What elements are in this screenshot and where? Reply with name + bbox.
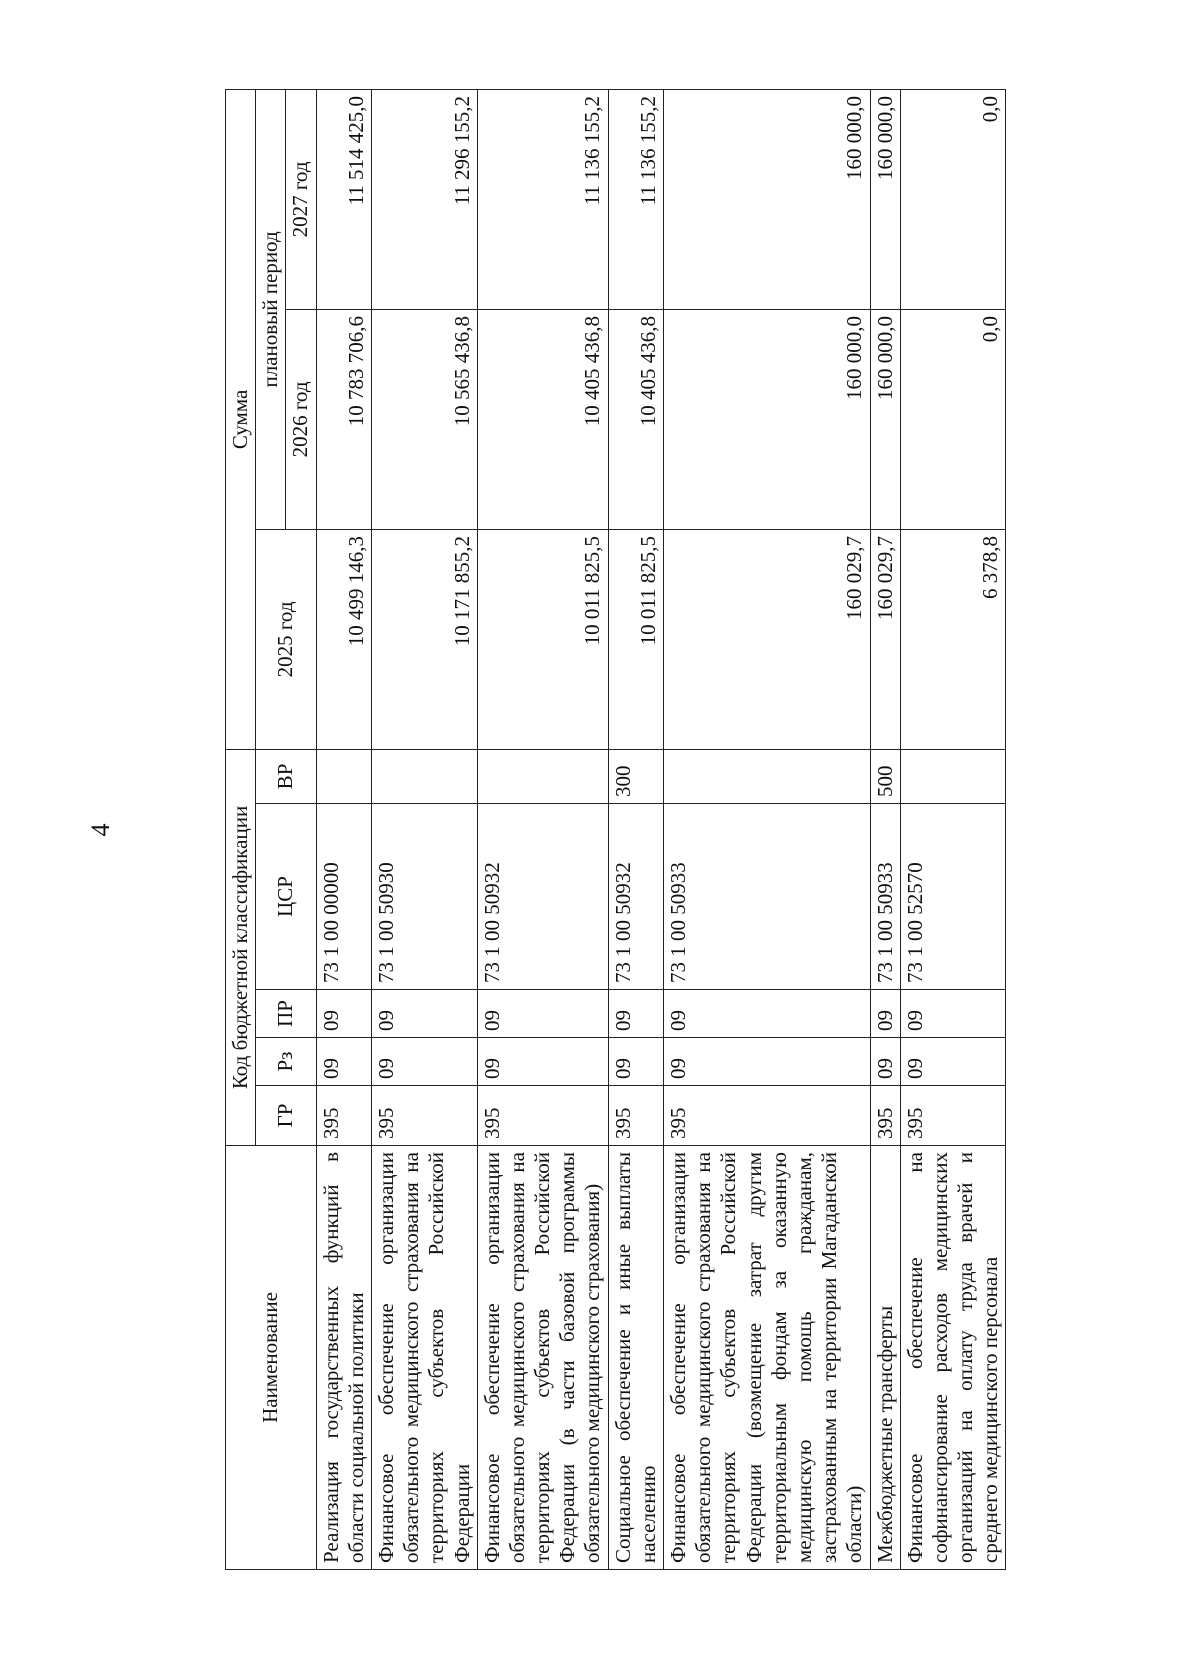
row-2027: 11 514 425,0 xyxy=(316,89,371,309)
row-rz: 09 xyxy=(371,1038,477,1086)
table-row xyxy=(371,89,477,1569)
row-csr: 73 1 00 50932 xyxy=(477,804,608,990)
row-csr: 73 1 00 00000 xyxy=(316,804,371,990)
header-gr: ГР xyxy=(256,1086,316,1146)
header-vr: ВР xyxy=(256,749,316,803)
header-code-group: Код бюджетной классификации xyxy=(226,749,256,1145)
row-2027: 160 000,0 xyxy=(870,89,900,309)
table-row xyxy=(316,89,371,1569)
row-rz: 09 xyxy=(664,1038,871,1086)
row-csr: 73 1 00 50933 xyxy=(664,804,871,990)
row-rz: 09 xyxy=(900,1038,1006,1086)
row-csr: 73 1 00 50930 xyxy=(371,804,477,990)
row-2025: 10 499 146,3 xyxy=(316,529,371,749)
row-vr xyxy=(371,749,477,803)
row-pr: 09 xyxy=(477,990,608,1038)
row-2026: 160 000,0 xyxy=(664,309,871,529)
row-2027: 160 000,0 xyxy=(664,89,871,309)
header-csr: ЦСР xyxy=(256,804,316,990)
row-pr: 09 xyxy=(870,990,900,1038)
header-name: Наименование xyxy=(226,1146,317,1570)
row-2026: 0,0 xyxy=(900,309,1006,529)
table-row xyxy=(477,89,608,1569)
page-number: 4 xyxy=(86,823,115,837)
row-gr: 395 xyxy=(477,1086,608,1146)
header-rz: Рз xyxy=(256,1038,316,1086)
header-pr: ПР xyxy=(256,990,316,1038)
row-vr xyxy=(316,749,371,803)
row-gr: 395 xyxy=(316,1086,371,1146)
row-pr: 09 xyxy=(608,990,663,1038)
rotated-page-content xyxy=(225,90,1015,1570)
table-row xyxy=(664,89,871,1569)
row-csr: 73 1 00 52570 xyxy=(900,804,1006,990)
row-2025: 10 011 825,5 xyxy=(477,529,608,749)
header-2027: 2027 год xyxy=(286,89,316,309)
row-2025: 160 029,7 xyxy=(664,529,871,749)
row-vr xyxy=(900,749,1006,803)
table-row xyxy=(870,89,900,1569)
row-gr: 395 xyxy=(608,1086,663,1146)
row-2025: 160 029,7 xyxy=(870,529,900,749)
row-gr: 395 xyxy=(371,1086,477,1146)
budget-table xyxy=(225,89,1006,1570)
row-2026: 10 405 436,8 xyxy=(477,309,608,529)
row-2026: 10 405 436,8 xyxy=(608,309,663,529)
row-gr: 395 xyxy=(664,1086,871,1146)
row-rz: 09 xyxy=(870,1038,900,1086)
row-pr: 09 xyxy=(664,990,871,1038)
row-2025: 10 011 825,5 xyxy=(608,529,663,749)
row-name: Финансовое обеспечение организации обязательного медицинского страхования на территориях субъектов Российской Федерации (в части базовой программы обязательного медицинского страхования) xyxy=(477,1146,608,1570)
table-row xyxy=(608,89,663,1569)
row-pr: 09 xyxy=(371,990,477,1038)
row-2027: 11 136 155,2 xyxy=(477,89,608,309)
row-pr: 09 xyxy=(316,990,371,1038)
row-2026: 160 000,0 xyxy=(870,309,900,529)
header-sum-group: Сумма xyxy=(226,89,256,749)
row-2026: 10 565 436,8 xyxy=(371,309,477,529)
row-name: Межбюджетные трансферты xyxy=(870,1146,900,1570)
row-name: Финансовое обеспечение организации обязательного медицинского страхования на территориях субъектов Российской Федерации (возмещение затрат другим территориальным фондам за оказанную медицинскую помощь гражданам, застрахованным на территории Магаданской области) xyxy=(664,1146,871,1570)
row-name: Финансовое обеспечение организации обязательного медицинского страхования на территориях субъектов Российской Федерации xyxy=(371,1146,477,1570)
row-name: Социальное обеспечение и иные выплаты населению xyxy=(608,1146,663,1570)
header-row-1 xyxy=(226,89,256,1569)
row-2026: 10 783 706,6 xyxy=(316,309,371,529)
header-2026: 2026 год xyxy=(286,309,316,529)
row-pr: 09 xyxy=(900,990,1006,1038)
row-rz: 09 xyxy=(477,1038,608,1086)
row-2027: 11 136 155,2 xyxy=(608,89,663,309)
row-vr: 300 xyxy=(608,749,663,803)
row-2027: 0,0 xyxy=(900,89,1006,309)
row-name: Реализация государственных функций в области социальной политики xyxy=(316,1146,371,1570)
row-csr: 73 1 00 50932 xyxy=(608,804,663,990)
row-2027: 11 296 155,2 xyxy=(371,89,477,309)
header-planned-period: плановый период xyxy=(256,89,286,529)
row-rz: 09 xyxy=(316,1038,371,1086)
row-vr xyxy=(664,749,871,803)
row-vr xyxy=(477,749,608,803)
header-2025: 2025 год xyxy=(256,529,316,749)
row-rz: 09 xyxy=(608,1038,663,1086)
row-2025: 10 171 855,2 xyxy=(371,529,477,749)
row-csr: 73 1 00 50933 xyxy=(870,804,900,990)
row-gr: 395 xyxy=(900,1086,1006,1146)
table-row xyxy=(900,89,1006,1569)
row-gr: 395 xyxy=(870,1086,900,1146)
row-2025: 6 378,8 xyxy=(900,529,1006,749)
row-name: Финансовое обеспечение на софинансирование расходов медицинских организаций на оплату труда врачей и среднего медицинского персонала xyxy=(900,1146,1006,1570)
row-vr: 500 xyxy=(870,749,900,803)
